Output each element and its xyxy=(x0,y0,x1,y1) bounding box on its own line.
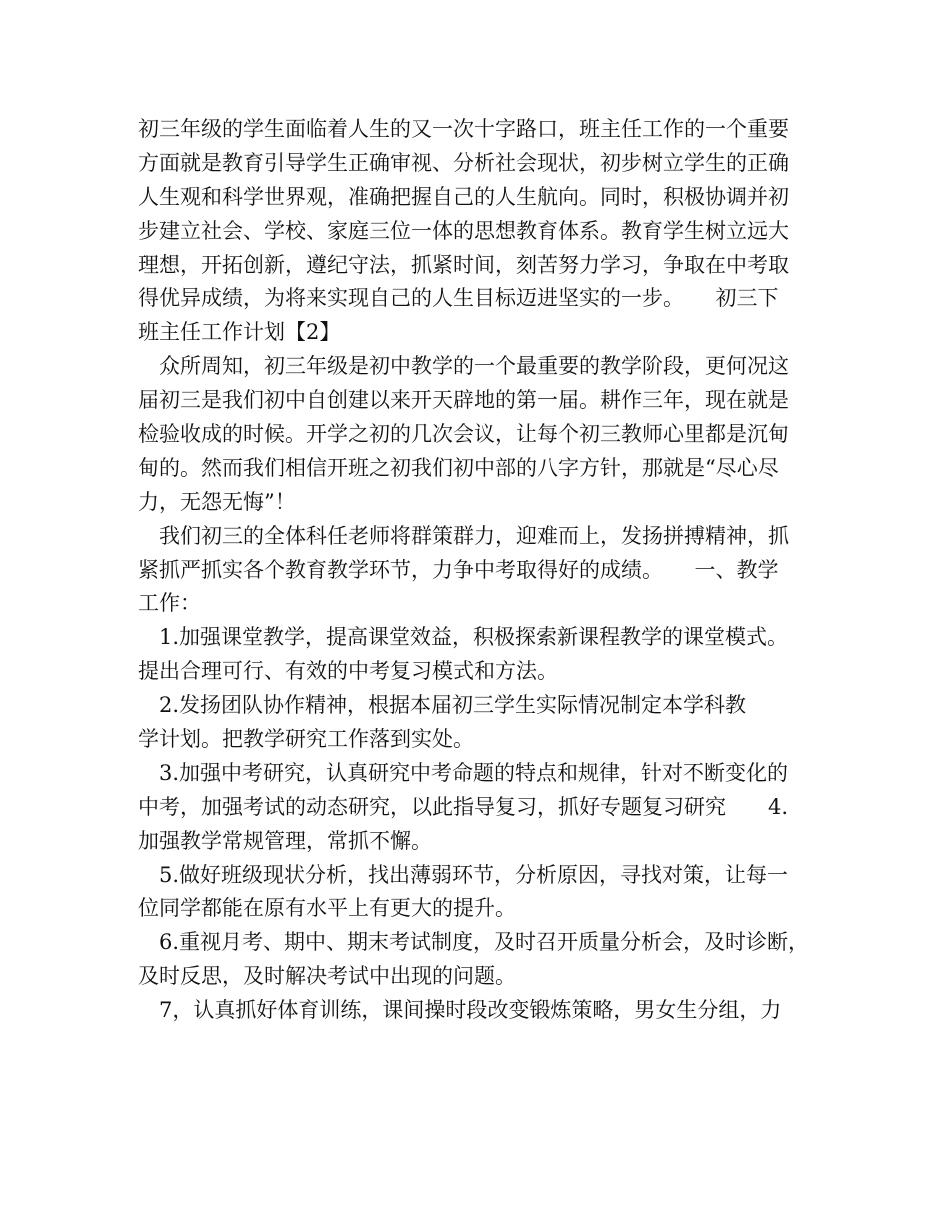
text-line: 力，无怨无悔”！ xyxy=(138,489,296,514)
text-line: 理想，开拓创新，遵纪守法，抓紧时间，刻苦努力学习，争取在中考取 xyxy=(138,252,789,277)
text-line: 我们初三的全体科任老师将群策群力，迎难而上，发扬拼搏精神，抓 xyxy=(138,523,789,548)
list-item-line: 学计划。把教学研究工作落到实处。 xyxy=(138,727,474,752)
list-item-line: 6.重视月考、期中、期末考试制度，及时召开质量分析会，及时诊断， xyxy=(138,930,810,955)
list-item-line: 7，认真抓好体育训练，课间操时段改变锻炼策略，男女生分组，力 xyxy=(138,998,782,1023)
text-line: 检验收成的时候。开学之初的几次会议，让每个初三教师心里都是沉甸 xyxy=(138,422,789,447)
text-line: 众所周知，初三年级是初中教学的一个最重要的教学阶段，更何况这 xyxy=(138,354,789,379)
list-item-line: 1.加强课堂教学，提高课堂效益，积极探索新课程教学的课堂模式。 xyxy=(138,625,789,650)
list-item-line: 位同学都能在原有水平上有更大的提升。 xyxy=(138,896,516,921)
text-line: 方面就是教育引导学生正确审视、分析社会现状，初步树立学生的正确 xyxy=(138,150,789,175)
document-body xyxy=(138,113,828,1028)
text-line: 紧抓严抓实各个教育教学环节，力争中考取得好的成绩。 一、教学 xyxy=(138,557,779,582)
list-item-line: 及时反思，及时解决考试中出现的问题。 xyxy=(138,964,516,989)
list-item-line: 2.发扬团队协作精神，根据本届初三学生实际情况制定本学科教 xyxy=(138,693,747,718)
list-item-line: 中考，加强考试的动态研究，以此指导复习，抓好专题复习研究 4. xyxy=(138,794,789,819)
text-line: 甸的。然而我们相信开班之初我们初中部的八字方针，那就是“尽心尽 xyxy=(138,455,779,480)
list-item-line: 加强教学常规管理，常抓不懈。 xyxy=(138,828,432,853)
text-line: 步建立社会、学校、家庭三位一体的思想教育体系。教育学生树立远大 xyxy=(138,218,789,243)
list-item-line: 5.做好班级现状分析，找出薄弱环节，分析原因，寻找对策，让每一 xyxy=(138,862,789,887)
text-line: 人生观和科学世界观，准确把握自己的人生航向。同时，积极协调并初 xyxy=(138,184,789,209)
text-line: 得优异成绩，为将来实现自己的人生目标迈进坚实的一步。 初三下 xyxy=(138,286,779,311)
text-line: 工作： xyxy=(138,591,201,616)
text-line: 届初三是我们初中自创建以来开天辟地的第一届。耕作三年，现在就是 xyxy=(138,388,789,413)
section-heading-line: 班主任工作计划【2】 xyxy=(138,320,341,345)
list-item-line: 3.加强中考研究，认真研究中考命题的特点和规律，针对不断变化的 xyxy=(138,760,789,785)
list-item-line: 提出合理可行、有效的中考复习模式和方法。 xyxy=(138,659,558,684)
text-line: 初三年级的学生面临着人生的又一次十字路口，班主任工作的一个重要 xyxy=(138,117,789,141)
